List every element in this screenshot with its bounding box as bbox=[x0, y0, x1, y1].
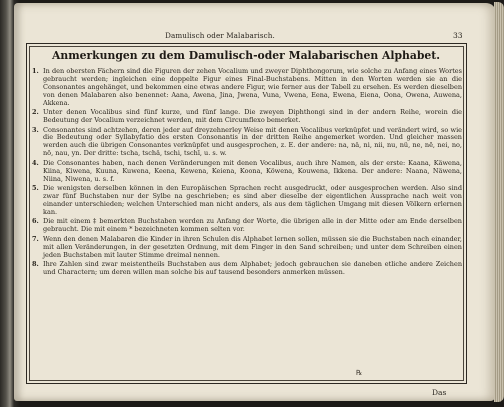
page-title: Anmerkungen zu dem Damulisch-oder Malabarischen Alphabet. bbox=[51, 49, 441, 62]
note-entry-1 bbox=[32, 68, 462, 108]
running-head: Damulisch oder Malabarisch. bbox=[165, 31, 275, 40]
note-number: 1. bbox=[32, 67, 39, 75]
note-entry-4 bbox=[32, 160, 462, 184]
note-text: Die mit einem ‡ bemerkten Buchstaben werden zu Anfang der Worte, die übrigen alle in der Mitte oder am Ende derselben gebraucht. Die mit einem * bezeichneten kommen selten vor. bbox=[43, 217, 462, 234]
note-number: 2. bbox=[32, 108, 39, 117]
note-number: 8. bbox=[32, 260, 39, 268]
note-entry-2 bbox=[32, 109, 462, 125]
page-number: 33 bbox=[453, 31, 463, 40]
note-entry-7 bbox=[32, 236, 462, 260]
note-number: 5. bbox=[32, 184, 39, 193]
note-entry-6 bbox=[32, 218, 462, 234]
note-number: 3. bbox=[32, 125, 39, 134]
note-text: Unter denen Vocalibus sind fünf kurze, und fünf lange. Die zweyen Diphthongi sind in der andern Reihe, worein die Bedeutung der Vocalium verzeichnet werden, mit dem Circumflexo bemerket. bbox=[43, 108, 462, 125]
note-entry-5 bbox=[32, 185, 462, 217]
note-number: 4. bbox=[32, 158, 39, 167]
note-entry-8 bbox=[32, 261, 462, 277]
note-text: Die Consonantes haben, nach denen Veränderungen mit denen Vocalibus, auch ihre Namen, als der erste: Kaana, Käwena, Kiina, Kiwena, Kuuna, Kuwena, Keena, Kewena, Keiena, Koona, Köwena, Kouwena, Ikkena. Der andere: Naana, Näwena, Niina, Niwena, u. s. f. bbox=[43, 158, 462, 183]
notes-list bbox=[32, 68, 462, 378]
note-entry-3 bbox=[32, 127, 462, 159]
note-number: 6. bbox=[32, 217, 39, 226]
note-text: Wenn den denen Malabaren die Kinder in ihren Schulen dis Alphabet lernen sollen, müssen sie die Buchstaben nach einander, mit allen Veränderungen, in der gesetzten Ordnung, mit dem Finger in den Sand schreiben; und unter dem Schreiben einen jeden Buchstaben mit lauter Stimme dreimal nennen. bbox=[43, 234, 462, 259]
note-text: Consonantes sind achtzehen, deren jeder auf dreyzehnerley Weise mit denen Vocalibus verknüpfet und verändert wird, so wie die Bedeutung oder Syllabyfatio des ersten Consonantis in der dritten Reihe angemerket worden. Und gleicher massen werden auch die übrigen Consonantes verknüpfet und ausgesprochen, z. E. der andere: na, nä, ni, nii, nu, nü, ne, nē, nei, no, nō, nau, yn. Der dritte: tscha, tschä, tschi, tschī, u. s. w. bbox=[43, 125, 462, 158]
catchword: Das bbox=[432, 388, 447, 397]
ornament-mark: ℞ bbox=[356, 369, 363, 377]
note-text: In den obersten Fächern sind die Figuren der zehen Vocalium und zweyer Diphthongorum, wie solche zu Anfang eines Wortes gebraucht werden; ingleichen eine doppelte Figur eines Final-Buchstabens. Mitten in den Worten werden sie an die Consonantes angehänget, und bekommen eine etwas andere Figur, wie ferner aus der Tabell zu ersehen. Es werden dieselben von denen Malabaren also benennet: Aana, Awena, Jina, Jwena, Vuna, Vwena, Eena, Ewena, Eiena, Oona, Owena, Auwena, Akkena. bbox=[43, 67, 462, 107]
note-text: Die wenigsten derselben können in den Europäischen Sprachen recht ausgedruckt, oder ausgesprochen werden. Also sind zwar fünf Buchstaben nur der Sylbe na geschrieben; es sind aber dieselbe der eigentlichen Aussprache nach weit von einander unterschieden; welchen Unterschied man nicht anders, als aus dem täglichen Umgang mit diesen Völkern erlernen kan. bbox=[43, 184, 462, 216]
page-edges bbox=[494, 2, 504, 402]
note-text: Ihre Zahlen sind zwar meistentheils Buchstaben aus dem Alphabet; jedoch gebrauchen sie daneben etliche andere Zeichen und Charactern; um deren willen man solche bis auf tausend besonders anmerken müssen. bbox=[43, 260, 462, 276]
note-number: 7. bbox=[32, 234, 39, 243]
